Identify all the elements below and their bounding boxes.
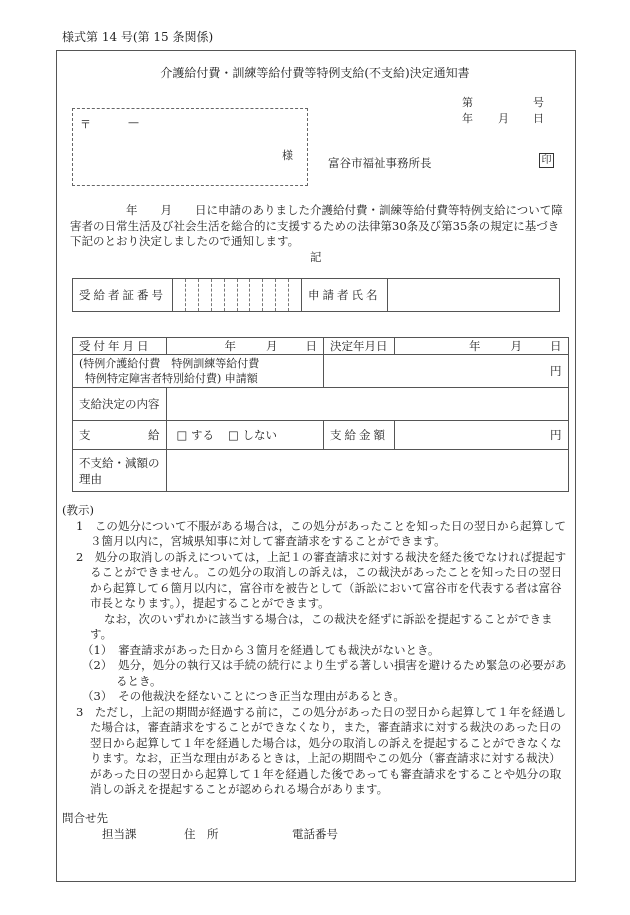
decision-date-label: 決定年月日 bbox=[324, 338, 395, 355]
postal-mark: 〒 bbox=[80, 118, 91, 131]
claim-label-line1: (特例介護給付費 特例訓練等給付費 bbox=[79, 357, 260, 370]
decision-day: 日 bbox=[550, 339, 562, 353]
number-go: 号 bbox=[533, 96, 544, 109]
intro-year: 年 bbox=[126, 203, 138, 217]
reason-label-line1: 不支給・減額の bbox=[79, 455, 160, 470]
notes-sub-1: （1） 審査請求があった日から３箇月を経過しても裁決がないとき。 bbox=[82, 642, 440, 657]
receipt-month: 月 bbox=[266, 339, 278, 353]
claim-yen: 円 bbox=[550, 364, 562, 378]
intro-paragraph bbox=[70, 203, 568, 250]
receipt-year: 年 bbox=[224, 339, 236, 353]
recipient-number-field[interactable] bbox=[173, 279, 302, 312]
ki-heading: 記 bbox=[310, 250, 322, 264]
contact-dept: 担当課 bbox=[102, 827, 137, 841]
payment-label-a: 支 bbox=[79, 428, 91, 442]
payment-options bbox=[166, 421, 324, 450]
payment-label-b: 給 bbox=[148, 428, 160, 442]
payment-label bbox=[73, 421, 167, 450]
claim-label-line2: 特例特定障害者特別給付費) 申請額 bbox=[85, 372, 258, 385]
receipt-day: 日 bbox=[305, 339, 317, 353]
intro-text: 日に申請のありました介護給付費・訓練等給付費等特例支給について障害者の日常生活及び社会生活を総合的に支援するための法律第30条及び第35条の規定に基づき下記のとおり決定しましたので通知します。 bbox=[70, 203, 563, 248]
recipient-table bbox=[72, 278, 560, 312]
applicant-name-label: 申請者氏名 bbox=[302, 279, 388, 312]
decision-content-label: 支給決定の内容 bbox=[73, 388, 167, 421]
contact-address: 住 所 bbox=[184, 827, 219, 841]
decision-month: 月 bbox=[510, 339, 522, 353]
claim-amount-field[interactable] bbox=[324, 355, 569, 388]
amount-label: 支給金額 bbox=[324, 421, 395, 450]
recipient-number-label: 受給者証番号 bbox=[73, 279, 173, 312]
notes-item-3: 3 ただし，上記の期間が経過する前に，この処分があった日の翌日から起算して１年を経過した場合は，審査請求をすることができなくなり，また，審査請求に対する裁決のあった日の翌日から起算して１年を経過した場合は，処分の取消しの訴えを提起することができなくなります。なお，正当な理由があるときは，上記の期間やこの処分（審査請求に対する裁決）があった日の翌日から起算して１年を経過した後であっても審査請求をすることや処分の取消しの訴えを提起することが認められる場合があります。 bbox=[76, 704, 567, 796]
claim-amount-label bbox=[73, 355, 324, 388]
date-month: 月 bbox=[498, 112, 509, 125]
notes-sub-2: （2） 処分，処分の執行又は手続の続行により生ずる著しい損害を避けるため緊急の必要があるとき。 bbox=[82, 658, 567, 688]
document-title: 介護給付費・訓練等給付費等特例支給(不支給)決定通知書 bbox=[160, 66, 470, 80]
option-yes[interactable]: □ する bbox=[176, 428, 215, 442]
postal-dash: — bbox=[128, 116, 139, 129]
number-dai: 第 bbox=[462, 96, 473, 109]
date-day: 日 bbox=[533, 112, 544, 125]
reason-label-line2: 理由 bbox=[79, 471, 102, 486]
form-number-label: 様式第 14 号(第 15 条関係) bbox=[62, 30, 214, 44]
option-no[interactable]: □ しない bbox=[228, 428, 278, 442]
decision-year: 年 bbox=[469, 339, 481, 353]
amount-yen: 円 bbox=[550, 428, 562, 442]
receipt-date-field[interactable] bbox=[166, 338, 324, 355]
address-box bbox=[72, 108, 308, 186]
issuer-name: 富谷市福祉事務所長 bbox=[328, 156, 432, 170]
date-year: 年 bbox=[462, 112, 473, 125]
honorific-sama: 様 bbox=[282, 149, 293, 162]
notes-heading: (教示) bbox=[62, 503, 94, 517]
decision-content-field[interactable] bbox=[166, 388, 568, 421]
reason-label bbox=[73, 450, 167, 492]
notes-sub-3: （3） その他裁決を経ないことにつき正当な理由があるとき。 bbox=[82, 689, 405, 703]
receipt-date-label: 受付年月日 bbox=[73, 338, 167, 355]
appeal-notes bbox=[62, 503, 570, 798]
notes-item-2-note: なお，次のいずれかに該当する場合は，この裁決を経ずに訴訟を提起することができます。 bbox=[90, 611, 553, 641]
decision-date-field[interactable] bbox=[395, 338, 569, 355]
seal-mark: 印 bbox=[539, 153, 554, 168]
intro-month: 月 bbox=[160, 203, 172, 217]
reason-field[interactable] bbox=[166, 450, 568, 492]
notes-item-1: 1 この処分について不服がある場合は，この処分があったことを知った日の翌日から起算して３箇月以内に，宮城県知事に対して審査請求をすることができます。 bbox=[76, 518, 566, 548]
contact-phone: 電話番号 bbox=[292, 827, 338, 841]
amount-field[interactable] bbox=[395, 421, 569, 450]
contact-heading: 問合せ先 bbox=[62, 811, 108, 825]
decision-table bbox=[72, 337, 569, 492]
applicant-name-field[interactable] bbox=[387, 279, 560, 312]
notes-item-2: 2 処分の取消しの訴えについては，上記１の審査請求に対する裁決を経た後でなければ提起することができません。この処分の取消しの訴えは，この裁決があったことを知った日の翌日から起算して６箇月以内に，富谷市を被告として（訴訟において富谷市を代表する者は富谷市長となります。），提起することができます。 bbox=[76, 549, 567, 610]
